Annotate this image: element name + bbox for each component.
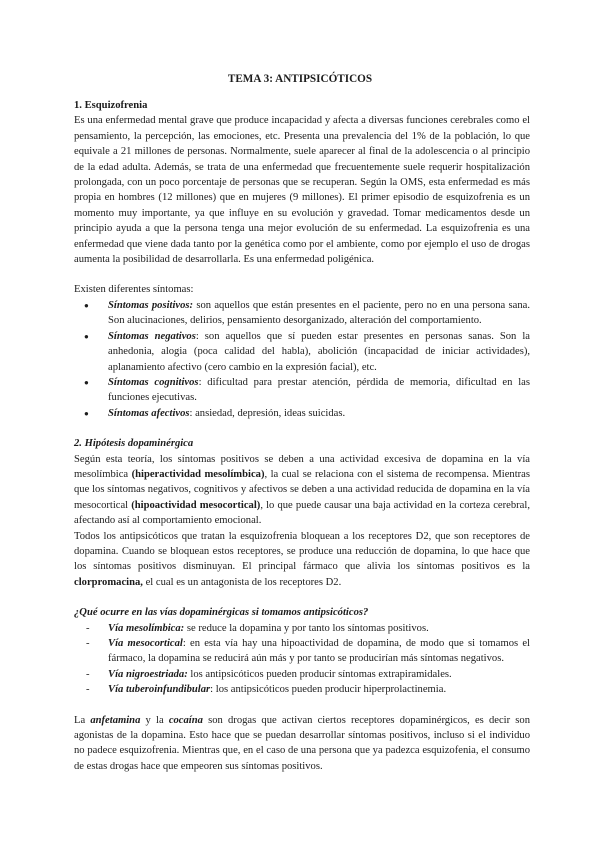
list-item: - Vía mesolímbica: se reduce la dopamina y por tanto los síntomas positivos. [108,621,530,636]
list-item: - Vía tuberoinfundibular: los antipsicóticos pueden producir hiperprolactinemia. [108,682,530,697]
section-heading-hipotesis: 2. Hipótesis dopaminérgica [74,438,194,450]
section-heading-esquizofrenia: 1. Esquizofrenia [74,100,148,111]
symptoms-list [74,298,530,421]
pathways-list [74,621,530,698]
list-item: - Vía mesocortical: en esta vía hay una hipoactividad de dopamina, de modo que si tomamos el fármaco, la dopamina se reducirá aún más y por tanto se producirían más síntomas negativos. [108,636,530,667]
document-body [74,98,530,774]
paragraph-hipotesis-1: Según esta teoría, los síntomas positivos se deben a una actividad excesiva de dopamina en la vía mesolímbica (hiperactividad mesolímbica), la cual se relaciona con el sistema de recompensa. Mientras que los síntomas negativos, cognitivos y afectivos se deben a una actividad reducida de dopamina en la vía mesocortical (hipoactividad mesocortical), lo que puede causar una baja actividad en la corteza cerebral, afectando así al comportamiento emocional. [74,453,530,527]
paragraph-esquizofrenia: Es una enfermedad mental grave que produce incapacidad y afecta a diversas funciones cerebrales como el pensamiento, la percepción, las emociones, etc. Presenta una prevalencia del 1% de la población, lo que equivale a 21 millones de personas. Normalmente, suele aparecer al final de la adolescencia o al principio de la edad adulta. Además, se trata de una enfermedad que frecuentemente suele requerir hospitalización prolongada, con un poco porcentaje de personas que se recuperan. Según la OMS, esta enfermedad es más propia en hombres (12 millones) que en mujeres (9 millones). El primer episodio de esquizofrenia es un momento muy importante, ya que influye en su evolución y gravedad. Tomar medicamentos desde un principio ayuda a que la persona tenga una mejor evolución de su enfermedad. La esquizofrenia es una enfermedad que viene dada tanto por la genética como por el ambiente, como por ejemplo el uso de drogas aumenta la posibilidad de desarrollarla. Es una enfermedad poligénica. [74,115,530,266]
list-item: ● Síntomas afectivos: ansiedad, depresión, ideas suicidas. [108,406,530,421]
list-item: ● Síntomas positivos: son aquellos que están presentes en el paciente, pero no en una persona sana. Son alucinaciones, delirios, pensamiento desorganizado, alteración del comportamiento. [108,298,530,329]
list-item: ● Síntomas negativos: son aquellos que sí pueden estar presentes en personas sanas. Son la anhedonia, alogia (poca calidad del habla), abolición (incapacidad de iniciar actividades), aplanamiento afectivo (cero cambio en la expresión facial), etc. [108,329,530,375]
paragraph-hipotesis-2: Todos los antipsicóticos que tratan la esquizofrenia bloquean a los receptores D2, que son receptores de dopamina. Cuando se bloquean estos receptores, se produce una reducción de dopamina, lo que hace que los síntomas positivos disminuyan. El principal fármaco que alivia los síntomas positivos es la clorpromacina, el cual es un antagonista de los receptores D2. [74,530,530,588]
symptoms-intro: Existen diferentes síntomas: [74,284,194,296]
list-item: ● Síntomas cognitivos: dificultad para prestar atención, pérdida de memoria, dificultad en las funciones ejecutivas. [108,375,530,406]
list-item: - Vía nigroestriada: los antipsicóticos pueden producir síntomas extrapiramidales. [108,667,530,682]
paragraph-drogas: La anfetamina y la cocaína son drogas que activan ciertos receptores dopaminérgicos, es decir son agonistas de la dopamina. Esto hace que se puedan desarrollar síntomas positivos, incluso si el individuo no padece esquizofrenia. Mientras que, en el caso de una persona que ya padezca esquizofenia, el consumo de estas drogas hace que empeoren sus síntomas positivos. [74,714,531,772]
section-heading-vias: ¿Qué ocurre en las vías dopaminérgicas si tomamos antipsicóticos? [74,607,369,619]
document-title: TEMA 3: ANTIPSICÓTICOS [227,73,373,85]
